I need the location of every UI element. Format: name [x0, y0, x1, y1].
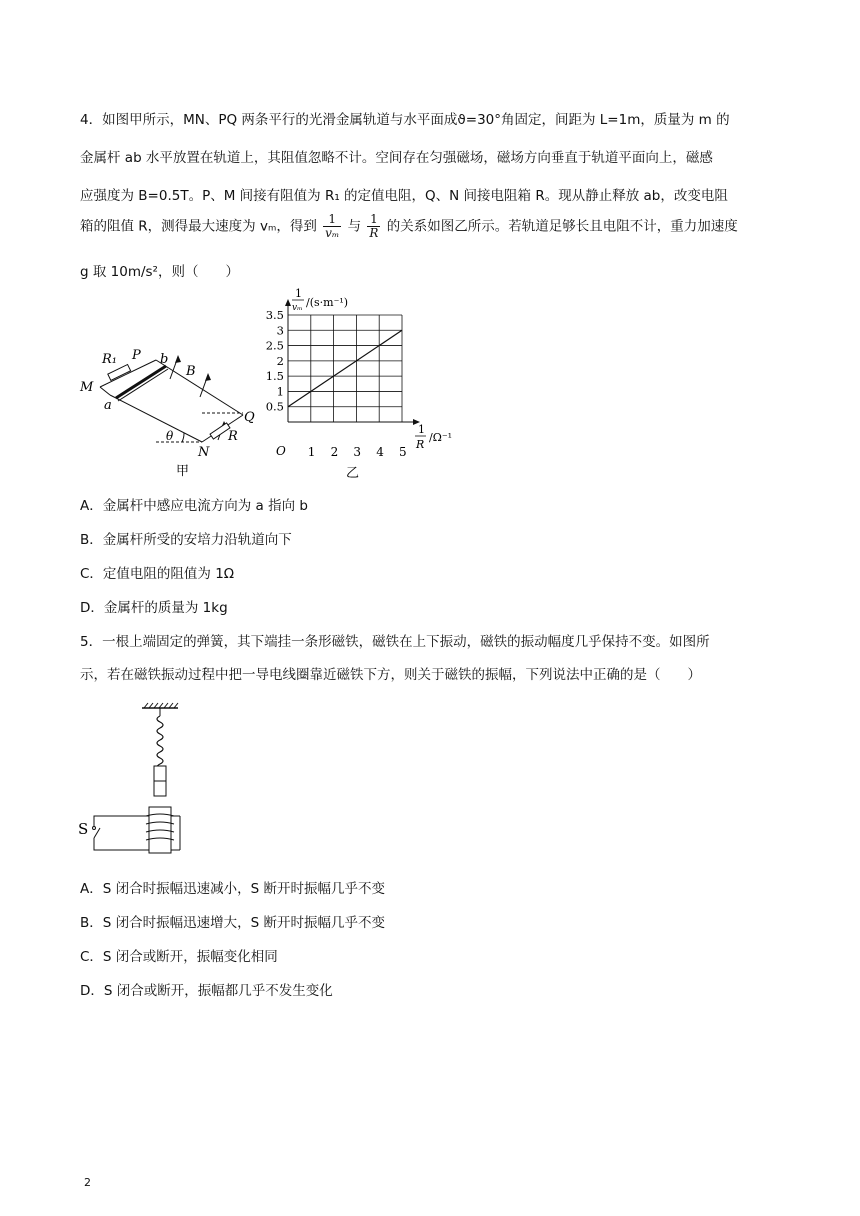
label-a: a — [104, 398, 112, 413]
label-q: Q — [244, 410, 255, 425]
x-label-denominator: R — [416, 438, 425, 451]
x-tick-label: 4 — [376, 445, 384, 459]
fraction-numerator: 1 — [323, 213, 341, 227]
chart-axes — [285, 299, 420, 425]
x-tick-label: 2 — [330, 445, 339, 459]
y-tick-label: 1 — [276, 384, 284, 399]
label-m: M — [80, 380, 94, 395]
label-p: P — [132, 348, 141, 363]
y-tick-label: 3.5 — [265, 308, 284, 322]
q4-line-4-part-b: 与 — [347, 218, 362, 235]
figure-yi-chart — [262, 285, 472, 485]
label-field-b: B — [186, 364, 196, 379]
q4-line-4-part-c: 的关系如图乙所示。若轨道足够长且电阻不计，重力加速度 — [386, 218, 738, 235]
q4-line-3: 应强度为 B=0.5T。P、M 间接有阻值为 R₁ 的定值电阻，Q、N 间接电阻箱 R。现从静止释放 ab，改变电阻 — [80, 188, 728, 204]
y-axis-label — [292, 287, 348, 313]
y-label-denominator: vₘ — [292, 303, 303, 313]
x-tick-label: 3 — [353, 445, 362, 459]
switch-label: S — [78, 820, 89, 838]
q4-line-4 — [80, 213, 738, 240]
fraction-denominator: R — [369, 226, 379, 240]
label-r: R — [228, 429, 238, 444]
y-axis-arrow — [285, 299, 291, 306]
y-label-unit: /(s·m⁻¹) — [306, 296, 349, 309]
q4-option-b[interactable]: B．金属杆所受的安培力沿轨道向下 — [80, 532, 292, 548]
y-tick-label: 2.5 — [265, 338, 284, 353]
chart-series — [288, 330, 402, 406]
inv-r-fraction — [367, 213, 380, 240]
y-tick-label: 2 — [276, 353, 284, 368]
q4-line-1: 4．如图甲所示，MN、PQ 两条平行的光滑金属轨道与水平面成ϑ=30°角固定，间距为 L=1m，质量为 m 的 — [80, 112, 730, 128]
label-b: b — [160, 352, 169, 367]
q4-option-a[interactable]: A．金属杆中感应电流方向为 a 指向 b — [80, 498, 308, 514]
label-n: N — [198, 445, 210, 460]
q4-line-5: g 取 10m/s²，则（ ） — [80, 264, 239, 280]
y-tick-label: 3 — [276, 323, 284, 338]
q5-line-1: 5．一根上端固定的弹簧，其下端挂一条形磁铁，磁铁在上下振动，磁铁的振动幅度几乎保持不变。如图所 — [80, 634, 710, 650]
page-number: 2 — [84, 1176, 91, 1189]
label-theta: θ — [166, 429, 174, 443]
q4-option-d[interactable]: D．金属杆的质量为 1kg — [80, 600, 228, 616]
origin-label: O — [276, 444, 286, 458]
y-tick-label: 1.5 — [265, 369, 284, 384]
inv-vm-fraction — [323, 213, 341, 240]
series-line — [288, 330, 402, 406]
q5-option-b[interactable]: B．S 闭合时振幅迅速增大，S 断开时振幅几乎不变 — [80, 915, 385, 931]
q5-option-c[interactable]: C．S 闭合或断开，振幅变化相同 — [80, 949, 278, 965]
x-tick-label: 1 — [307, 445, 316, 459]
figure-jia — [78, 295, 258, 495]
q5-option-d[interactable]: D．S 闭合或断开，振幅都几乎不发生变化 — [80, 983, 333, 999]
x-label-numerator: 1 — [418, 423, 425, 436]
q5-line-2: 示，若在磁铁振动过程中把一导电线圈靠近磁铁下方，则关于磁铁的振幅，下列说法中正确的是（ ） — [80, 667, 701, 683]
fraction-numerator: 1 — [367, 213, 380, 227]
x-tick-label: 5 — [399, 445, 407, 459]
q4-line-4-part-a: 箱的阻值 R，测得最大速度为 vₘ，得到 — [80, 218, 317, 235]
y-label-numerator: 1 — [295, 287, 302, 300]
caption-yi: 乙 — [346, 466, 360, 481]
fraction-denominator: vₘ — [325, 226, 340, 240]
x-axis-label — [415, 423, 452, 451]
q4-option-c[interactable]: C．定值电阻的阻值为 1Ω — [80, 566, 235, 582]
q4-line-2: 金属杆 ab 水平放置在轨道上，其阻值忽略不计。空间存在匀强磁场，磁场方向垂直于轨道平面向上，磁感 — [80, 150, 713, 166]
x-label-unit: /Ω⁻¹ — [429, 431, 453, 444]
y-tick-label: 0.5 — [265, 399, 284, 414]
spring-magnet-figure — [76, 700, 206, 860]
label-r1: R₁ — [102, 352, 117, 367]
q5-option-a[interactable]: A．S 闭合时振幅迅速减小，S 断开时振幅几乎不变 — [80, 881, 385, 897]
caption-jia: 甲 — [176, 464, 190, 479]
